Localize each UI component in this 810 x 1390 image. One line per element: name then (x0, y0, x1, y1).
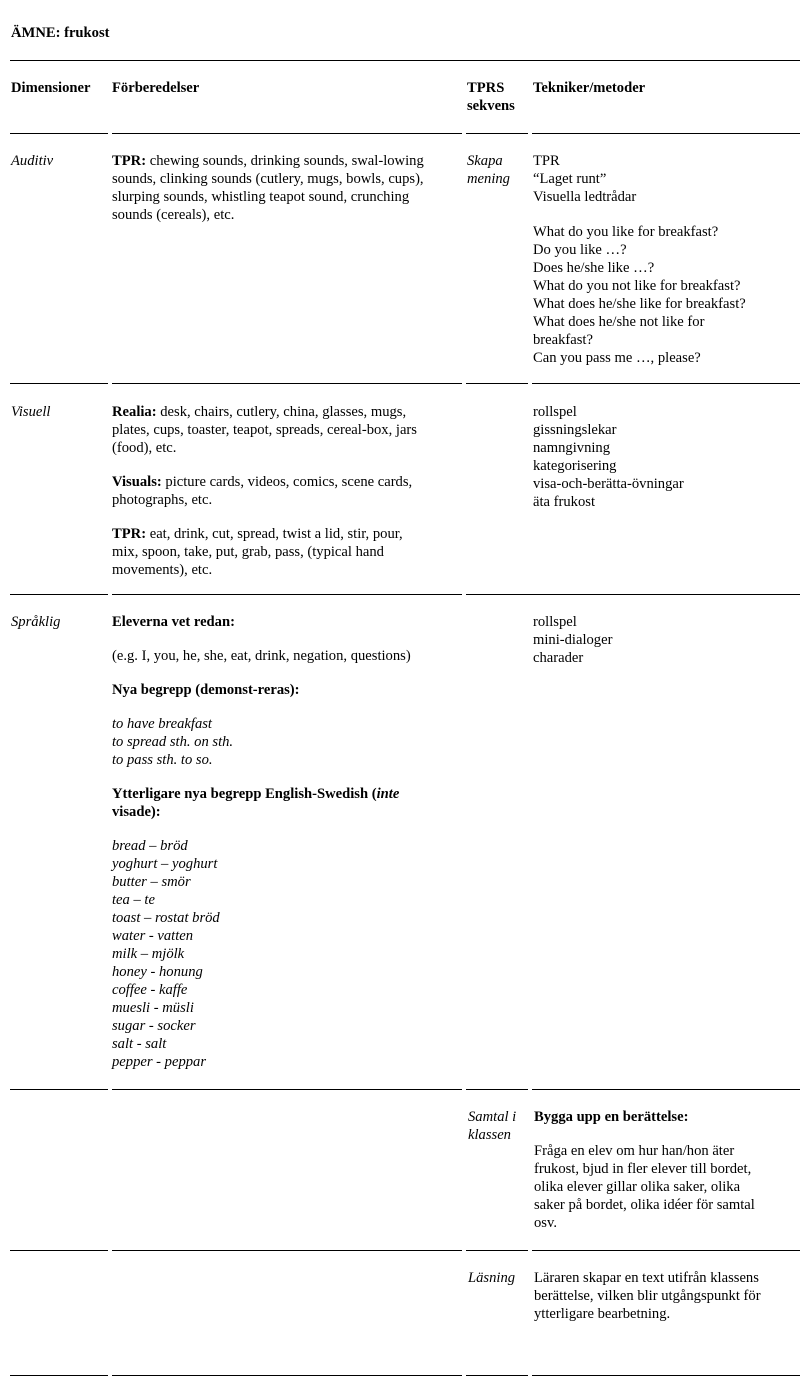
row3-rule-col4 (532, 1089, 800, 1090)
lasning-line: Läraren skapar en text utifrån klassens (534, 1270, 759, 1286)
tech-question: What do you not like for breakfast? (533, 278, 741, 294)
vocab-item: honey - honung (112, 964, 203, 980)
tech-item: rollspel (533, 404, 577, 420)
realia-label: Realia: (112, 404, 157, 420)
vocab-item: salt - salt (112, 1036, 167, 1052)
tpr-label: TPR: (112, 526, 147, 542)
row2-rule-col2 (112, 594, 462, 595)
tech-question: What does he/she not like for (533, 314, 705, 330)
tech-question: Do you like …? (533, 242, 627, 258)
row3-rule-col2 (112, 1089, 462, 1090)
samtal-text (534, 1142, 799, 1232)
tech-question: Can you pass me …, please? (533, 350, 701, 366)
vocab-item: sugar - socker (112, 1018, 196, 1034)
header-tprs-line1: TPRS (467, 80, 505, 96)
tech-item: charader (533, 650, 584, 666)
prep-auditiv-text: chewing sounds, drinking sounds, swal-lowing (146, 153, 424, 169)
header-tprs-sekvens (467, 79, 515, 115)
tech-question: Does he/she like …? (533, 260, 655, 276)
samtal-line: saker på bordet, olika idéer för samtal (534, 1197, 755, 1213)
samtal-heading: Bygga upp en berättelse: (534, 1109, 689, 1125)
more-heading-b: visade): (112, 804, 161, 820)
known-heading: Eleverna vet redan: (112, 614, 235, 630)
tpr-line (112, 525, 464, 543)
prep-auditiv-label: TPR: (112, 153, 147, 169)
bottom-rule-col2 (112, 1375, 462, 1376)
vocab-item: water - vatten (112, 928, 194, 944)
vocab-item: butter – smör (112, 874, 191, 890)
prep-visuell-realia (112, 403, 464, 457)
prep-visuell-visuals (112, 473, 464, 509)
tech-item: rollspel (533, 614, 577, 630)
vocab-item: coffee - kaffe (112, 982, 188, 998)
bottom-rule-col4 (532, 1375, 800, 1376)
tech-question: What does he/she like for breakfast? (533, 296, 746, 312)
header-rule-col3 (466, 133, 528, 134)
vocab-item: milk – mjölk (112, 946, 185, 962)
tpr-line: movements), etc. (112, 562, 213, 578)
known-text: (e.g. I, you, he, she, eat, drink, negation, questions) (112, 648, 411, 664)
more-heading-line1 (112, 785, 464, 803)
tprs-line: klassen (468, 1127, 511, 1143)
lasning-text (534, 1269, 799, 1323)
row1-rule-col4 (532, 383, 800, 384)
lasning-line: ytterligare bearbetning. (534, 1306, 671, 1322)
more-heading (112, 785, 464, 821)
row1-rule-col1 (10, 383, 108, 384)
header-rule-col4 (532, 133, 800, 134)
tprs-skapa-mening (467, 152, 510, 188)
vocab-item: muesli - müsli (112, 1000, 194, 1016)
row1-rule-col2 (112, 383, 462, 384)
prep-visuell-tpr (112, 525, 464, 579)
tech-spraklig (533, 613, 799, 667)
vocab-item: toast – rostat bröd (112, 910, 220, 926)
prep-auditiv-line: sounds (cereals), etc. (112, 207, 235, 223)
spacer (533, 206, 799, 223)
vocab-item: yoghurt – yoghurt (112, 856, 218, 872)
row3-rule-col1 (10, 1089, 108, 1090)
visuals-line: photographs, etc. (112, 492, 213, 508)
vocab-item: pepper - peppar (112, 1054, 207, 1070)
tech-item: “Laget runt” (533, 171, 607, 187)
vocab-item: tea – te (112, 892, 155, 908)
realia-line (112, 403, 464, 421)
row3-rule-col3 (466, 1089, 528, 1090)
bottom-rule-col3 (466, 1375, 528, 1376)
header-tekniker: Tekniker/metoder (533, 80, 646, 96)
tech-question: What do you like for breakfast? (533, 224, 719, 240)
new-item: to pass sth. to so. (112, 752, 213, 768)
header-forberedelser: Förberedelser (112, 80, 200, 96)
row2-rule-col1 (10, 594, 108, 595)
new-heading: Nya begrepp (demonst-reras): (112, 682, 300, 698)
tpr-text: eat, drink, cut, spread, twist a lid, stir, pour, (146, 526, 403, 542)
samtal-line: osv. (534, 1215, 557, 1231)
header-rule-col2 (112, 133, 462, 134)
samtal-line: frukost, bjud in fler elever till bordet, (534, 1161, 752, 1177)
bottom-rule-col1 (10, 1375, 108, 1376)
header-tprs-line2: sekvens (467, 98, 515, 114)
tech-auditiv (533, 152, 799, 367)
realia-line: plates, cups, toaster, teapot, spreads, cereal-box, jars (112, 422, 417, 438)
tprs-samtal (468, 1108, 516, 1144)
tprs-line: mening (467, 171, 510, 187)
visuals-label: Visuals: (112, 474, 162, 490)
tech-item: mini-dialoger (533, 632, 613, 648)
tpr-line: mix, spoon, take, put, grab, pass, (typical hand (112, 544, 384, 560)
tprs-line: Skapa (467, 153, 503, 169)
tech-item: gissningslekar (533, 422, 617, 438)
realia-text: desk, chairs, cutlery, china, glasses, mugs, (156, 404, 407, 420)
tech-item: namngivning (533, 440, 611, 456)
samtal-line: olika elever gillar olika saker, olika (534, 1179, 741, 1195)
tech-visuell (533, 403, 799, 511)
tech-item: Visuella ledtrådar (533, 189, 637, 205)
top-rule (10, 60, 800, 61)
tech-item: kategorisering (533, 458, 617, 474)
vocab-item: bread – bröd (112, 838, 188, 854)
realia-line: (food), etc. (112, 440, 177, 456)
more-heading-a: Ytterligare nya begrepp English-Swedish ( (112, 786, 377, 802)
vocab-list (112, 837, 220, 1071)
header-rule-col1 (10, 133, 108, 134)
tech-question: breakfast? (533, 332, 593, 348)
prep-auditiv-line (112, 152, 464, 170)
lasning-line: berättelse, vilken blir utgångspunkt för (534, 1288, 761, 1304)
dimension-visuell: Visuell (11, 404, 51, 420)
new-item: to have breakfast (112, 716, 212, 732)
row4-rule-col1 (10, 1250, 108, 1251)
prep-auditiv (112, 152, 464, 224)
prep-auditiv-line: slurping sounds, whistling teapot sound, crunching (112, 189, 410, 205)
prep-auditiv-line: sounds, clinking sounds (cutlery, mugs, bowls, cups), (112, 171, 424, 187)
row1-rule-col3 (466, 383, 528, 384)
tprs-line: Samtal i (468, 1109, 517, 1125)
new-item: to spread sth. on sth. (112, 734, 234, 750)
dimension-spraklig: Språklig (11, 614, 61, 630)
tech-item: TPR (533, 153, 560, 169)
header-dimensioner: Dimensioner (11, 80, 91, 96)
tech-item: äta frukost (533, 494, 596, 510)
samtal-line: Fråga en elev om hur han/hon äter (534, 1143, 735, 1159)
visuals-text: picture cards, videos, comics, scene cards, (161, 474, 413, 490)
row2-rule-col34 (466, 594, 800, 595)
row4-rule-col4 (532, 1250, 800, 1251)
new-items (112, 715, 233, 769)
tprs-lasning: Läsning (468, 1270, 516, 1286)
visuals-line (112, 473, 464, 491)
more-heading-inte: inte (376, 786, 400, 802)
row4-rule-col3 (466, 1250, 528, 1251)
tech-item: visa-och-berätta-övningar (533, 476, 684, 492)
row4-rule-col2 (112, 1250, 462, 1251)
page-title: ÄMNE: frukost (11, 25, 110, 41)
dimension-auditiv: Auditiv (11, 153, 54, 169)
